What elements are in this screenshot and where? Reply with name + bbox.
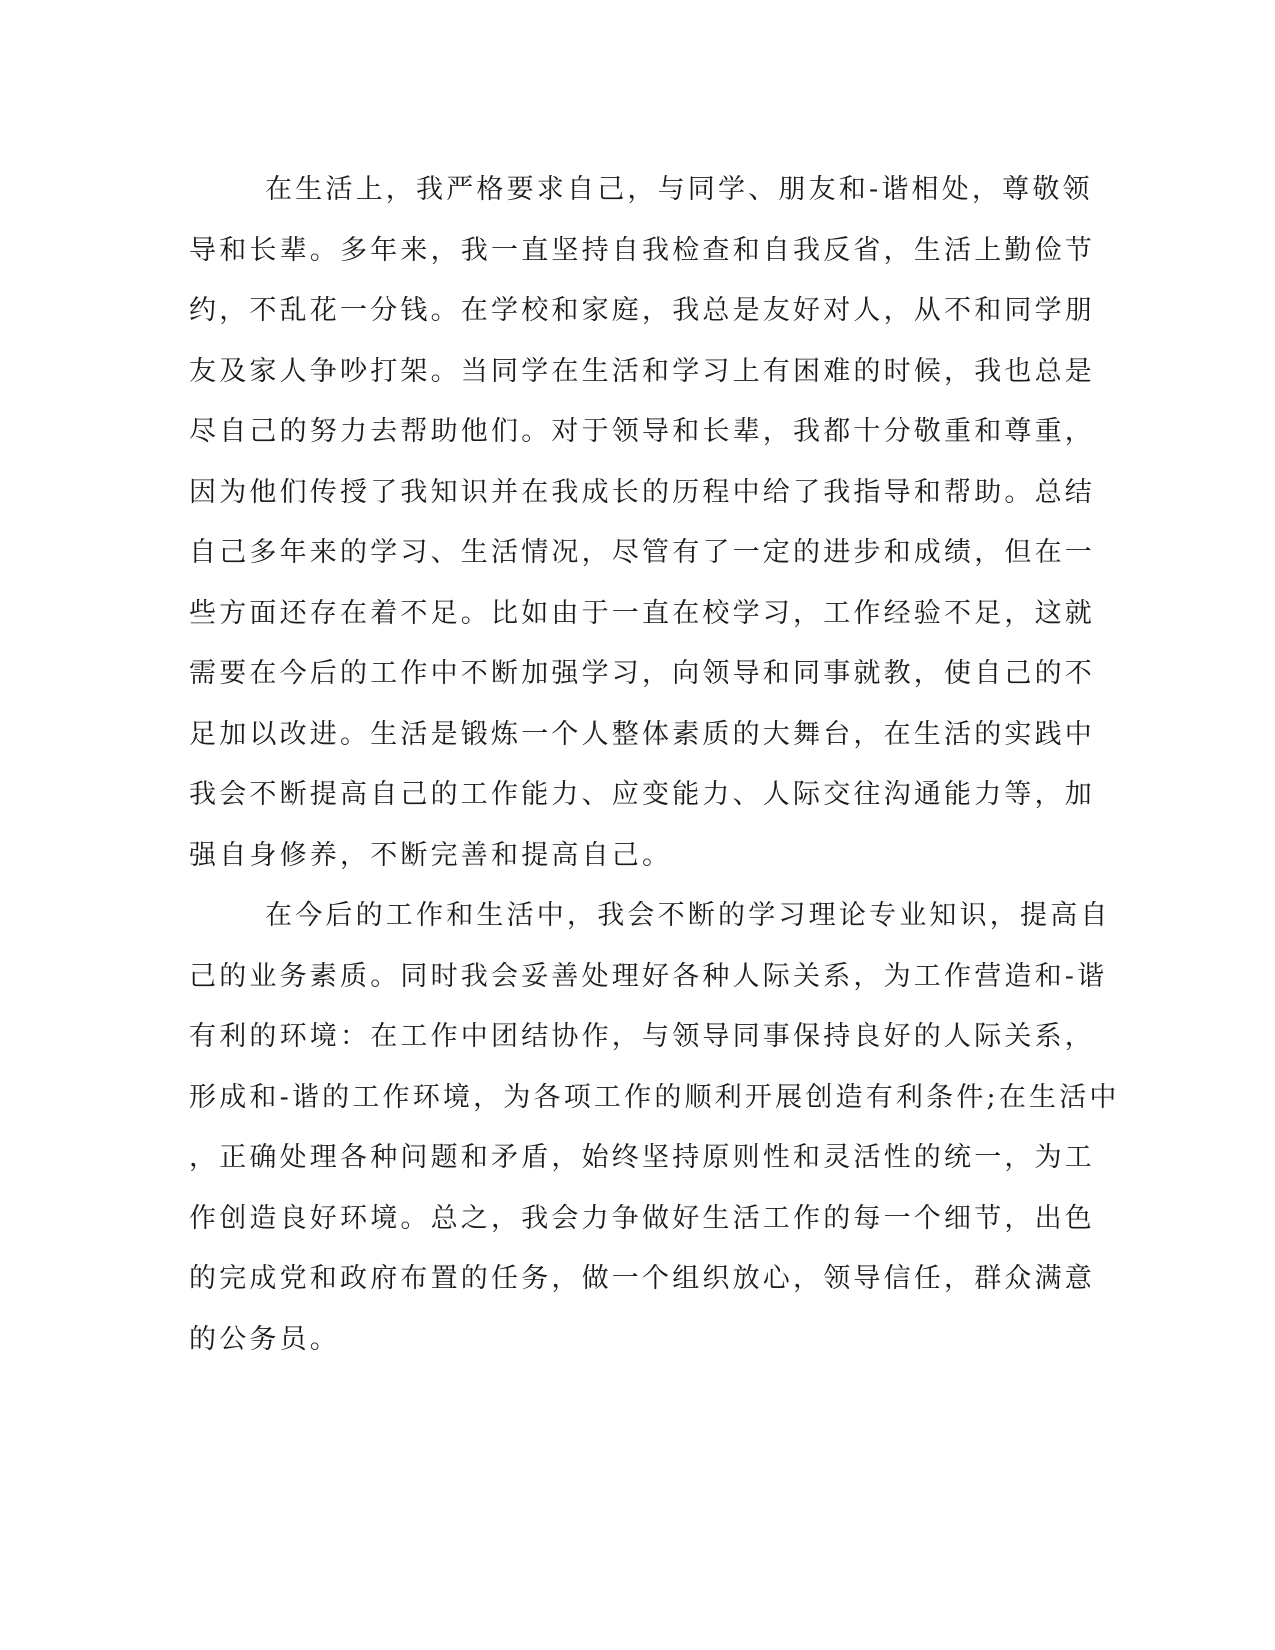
- text-line: 在生活上，我严格要求自己，与同学、朋友和-谐相处，尊敬领: [265, 174, 1093, 205]
- paragraph-1: [189, 160, 1095, 886]
- text-line: 因为他们传授了我知识并在我成长的历程中给了我指导和帮助。总结: [189, 476, 1095, 508]
- body-text: [189, 160, 1120, 1370]
- text-line: 尽自己的努力去帮助他们。对于领导和长辈，我都十分敬重和尊重，: [189, 416, 1095, 447]
- paragraph-2: [189, 886, 1120, 1370]
- text-line: 友及家人争吵打架。当同学在生活和学习上有困难的时候，我也总是: [189, 355, 1095, 387]
- text-line: 导和长辈。多年来，我一直坚持自我检查和自我反省，生活上勤俭节: [189, 234, 1095, 266]
- text-line: 需要在今后的工作中不断加强学习，向领导和同事就教，使自己的不: [189, 658, 1095, 689]
- text-line: 的公务员。: [189, 1323, 340, 1355]
- text-line: 形成和-谐的工作环境，为各项工作的顺利开展创造有利条件;在生活中: [189, 1081, 1120, 1113]
- text-line: 强自身修养，不断完善和提高自己。: [189, 839, 673, 871]
- text-line: 有利的环境：在工作中团结协作，与领导同事保持良好的人际关系，: [189, 1021, 1095, 1052]
- text-line: 作创造良好环境。总之，我会力争做好生活工作的每一个细节，出色: [189, 1202, 1095, 1234]
- text-line: 己的业务素质。同时我会妥善处理好各种人际关系，为工作营造和-谐: [189, 960, 1108, 992]
- text-line: 约，不乱花一分钱。在学校和家庭，我总是友好对人，从不和同学朋: [189, 295, 1095, 326]
- text-line: 些方面还存在着不足。比如由于一直在校学习，工作经验不足，这就: [189, 597, 1095, 629]
- text-line: 的完成党和政府布置的任务，做一个组织放心，领导信任，群众满意: [189, 1263, 1095, 1294]
- text-line: 我会不断提高自己的工作能力、应变能力、人际交往沟通能力等，加: [189, 779, 1095, 810]
- text-line: ，正确处理各种问题和矛盾，始终坚持原则性和灵活性的统一，为工: [189, 1142, 1095, 1173]
- text-line: 在今后的工作和生活中，我会不断的学习理论专业知识，提高自: [265, 900, 1111, 931]
- text-line: 自己多年来的学习、生活情况，尽管有了一定的进步和成绩，但在一: [189, 537, 1095, 568]
- text-line: 足加以改进。生活是锻炼一个人整体素质的大舞台，在生活的实践中: [189, 718, 1095, 750]
